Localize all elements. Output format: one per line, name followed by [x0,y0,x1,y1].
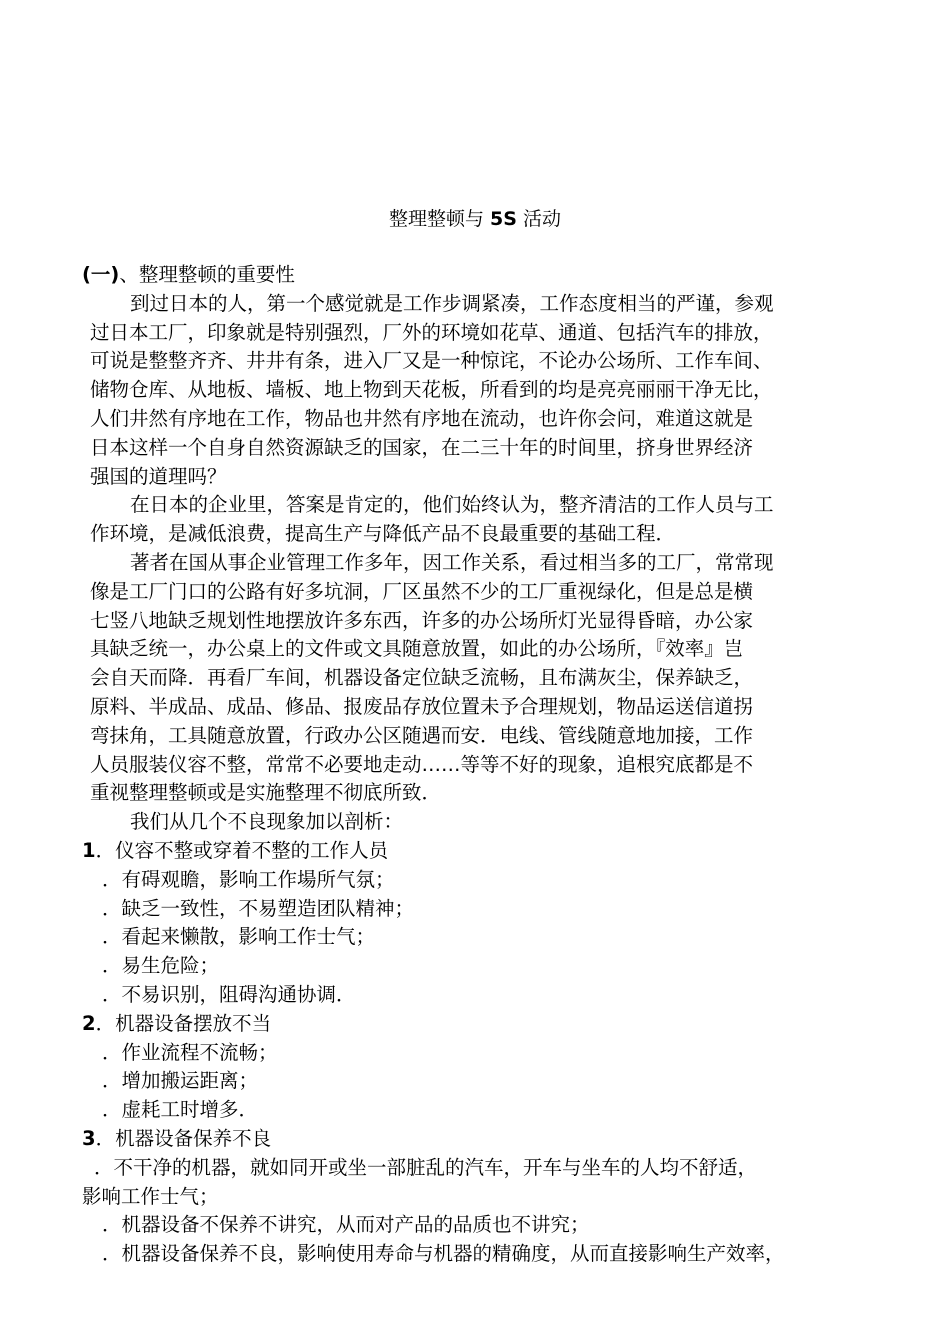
list-bullet: ．不干净的机器，就如同开或坐一部脏乱的汽车，开车与坐车的人均不舒适， [94,1155,758,1179]
list-bullet: ．不易识别，阻碍沟通协调． [102,982,356,1006]
list-item-heading [82,837,882,866]
list-bullet: ．有碍观瞻，影响工作場所气氛； [102,867,395,891]
paragraph-line: 作环境，是减低浪费，提高生产与降低产品不良最重要的基础工程． [90,522,676,546]
paragraph-line: 原料、半成品、成品、修品、报废品存放位置未予合理规划，物品运送信道拐 [90,694,754,718]
list-item-2 [82,1010,882,1125]
section-heading-number: (一) [82,263,120,286]
list-item-number: 2 [82,1011,96,1035]
section-heading-text: 、整理整顿的重要性 [119,263,295,286]
list-item-1 [82,837,882,1010]
list-item-number: 1 [82,838,96,862]
list-bullet: ．机器设备保养不良，影响使用寿命与机器的精确度，从而直接影响生产效率， [102,1242,785,1266]
paragraph-line: 像是工厂门口的公路有好多坑洞，厂区虽然不少的工厂重视绿化，但是总是横 [90,579,754,603]
title-prefix: 整理整顿与 [389,208,491,230]
paragraph-line: 日本这样一个自身自然资源缺乏的国家，在二三十年的时间里，挤身世界经济 [90,435,754,459]
paragraph-line: 到过日本的人，第一个感觉就是工作步调紧凑，工作态度相当的严谨，参观 [130,291,774,315]
title-suffix: 活动 [516,208,561,230]
paragraph-3 [82,549,882,808]
list-item-title: ．仪容不整或穿着不整的工作人员 [95,838,389,862]
list-item-heading [82,1125,882,1154]
paragraph-line: 人员服装仪容不整，常常不必要地走动……等等不好的现象，追根究底都是不 [90,752,754,776]
paragraph-line: 人们井然有序地在工作，物品也井然有序地在流动，也许你会问，难道这就是 [90,406,754,430]
paragraph-line: 可说是整整齐齐、井井有条，进入厂又是一种惊诧，不论办公场所、工作车间、 [90,349,773,373]
paragraph-line: 弯抹角，工具随意放置，行政办公区随遇而安．电线、管线随意地加接，工作 [90,723,754,747]
paragraph-4: 我们从几个不良现象加以剖析： [130,810,404,834]
list-item-title: ．机器设备摆放不当 [95,1011,272,1035]
list-bullet: ．虚耗工时增多． [102,1098,259,1122]
list-bullet: ．看起来懒散，影响工作士气； [102,925,376,949]
list-bullet: ．作业流程不流畅； [102,1040,278,1064]
list-item-heading [82,1010,882,1039]
section-heading [82,261,882,290]
paragraph-1 [82,290,882,492]
paragraph-line: 会自天而降．再看厂车间，机器设备定位缺乏流畅，且布满灰尘，保养缺乏， [90,666,754,690]
title-bold-5s: 5S [490,208,517,230]
paragraph-line: 重视整理整顿或是实施整理不彻底所致． [90,781,442,805]
paragraph-line: 七竖八地缺乏规划性地摆放许多东西，许多的办公场所灯光显得昏暗，办公家 [90,608,754,632]
list-bullet: ．易生危险； [102,954,220,978]
paragraph-line: 强国的道理吗？ [90,464,227,488]
paragraph-line: 在日本的企业里，答案是肯定的，他们始终认为，整齐清洁的工作人员与工 [130,493,774,517]
document-body [82,261,882,1269]
paragraph-line: 具缺乏统一，办公桌上的文件或文具随意放置，如此的办公场所，『效率』岂 [90,637,744,661]
list-bullet: ．机器设备不保养不讲究，从而对产品的品质也不讲究； [102,1213,590,1237]
document-title [0,205,950,233]
paragraph-line: 储物仓库、从地板、墙板、地上物到天花板，所看到的均是亮亮丽丽干净无比， [90,378,773,402]
list-item-number: 3 [82,1126,96,1150]
list-item-3 [82,1125,882,1269]
list-bullet-continuation: 影响工作士气； [82,1184,219,1208]
paragraph-line: 过日本工厂，印象就是特别强烈，厂外的环境如花草、通道、包括汽车的排放， [90,320,773,344]
paragraph-line: 著者在国从事企业管理工作多年，因工作关系，看过相当多的工厂，常常现 [130,550,774,574]
list-bullet: ．缺乏一致性，不易塑造团队精神； [102,896,415,920]
list-item-title: ．机器设备保养不良 [95,1126,272,1150]
paragraph-2 [82,491,882,549]
list-bullet: ．增加搬运距离； [102,1069,259,1093]
